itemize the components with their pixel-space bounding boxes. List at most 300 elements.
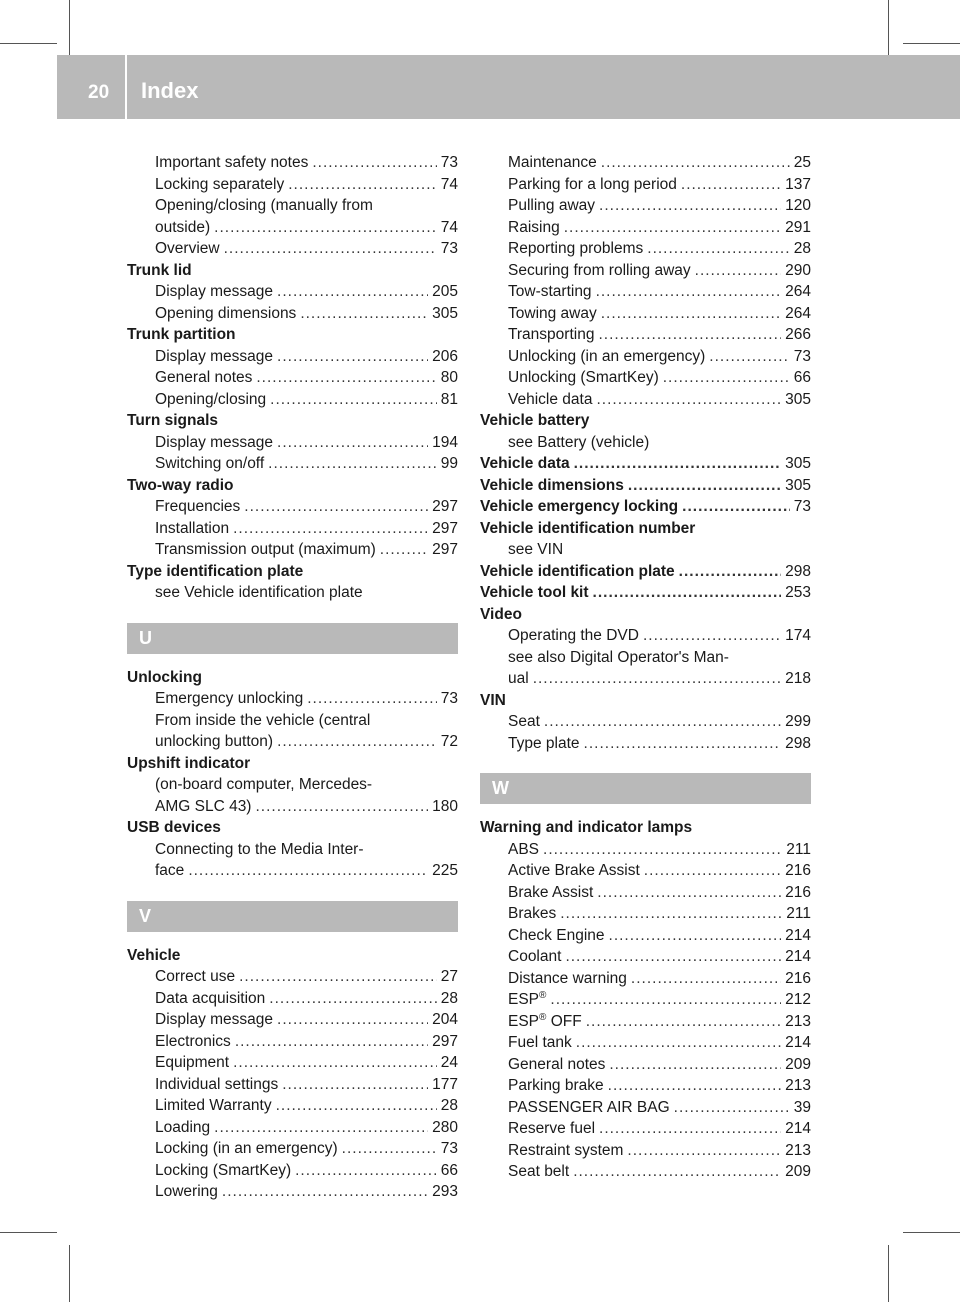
page-reference: 28: [440, 989, 458, 1007]
dot-leader: [695, 260, 781, 282]
entry-text: Transporting: [508, 326, 595, 343]
index-entry: see also Digital Operator's Man-: [508, 648, 729, 666]
crop-mark: [69, 1245, 70, 1302]
entry-text: ESP®: [508, 989, 547, 1008]
index-entry: [127, 367, 458, 389]
index-entry: [480, 303, 811, 325]
index-heading: USB devices: [127, 819, 221, 836]
registered-mark: ®: [539, 989, 547, 1001]
entry-text: Raising: [508, 218, 560, 236]
entry-text: Seat: [508, 713, 540, 730]
dot-leader: [599, 1118, 781, 1140]
dot-leader: [663, 367, 790, 389]
entry-text: AMG SLC 43): [155, 797, 252, 815]
index-entry: [127, 389, 458, 411]
page-reference: 81: [440, 390, 458, 408]
page-reference: 39: [793, 1098, 811, 1116]
index-entry: [480, 946, 811, 968]
page-reference: 305: [785, 390, 811, 408]
index-entry: [127, 217, 458, 239]
entry-text: Vehicle emergency locking: [480, 498, 679, 515]
index-entry: [127, 966, 458, 988]
page-reference: 218: [785, 670, 811, 687]
crop-mark: [0, 1232, 57, 1233]
page-reference: 213: [785, 1141, 811, 1159]
entry-text: ual: [508, 670, 529, 687]
index-heading: [480, 496, 811, 518]
page-reference: 209: [785, 1055, 811, 1073]
page-reference: 209: [785, 1163, 811, 1180]
entry-text: Electronics: [155, 1032, 231, 1050]
entry-text: General notes: [155, 369, 253, 386]
dot-leader: [597, 882, 781, 904]
dot-leader: [269, 988, 436, 1010]
crop-mark: [888, 1245, 889, 1302]
page-reference: 25: [793, 154, 811, 171]
index-entry: [127, 496, 458, 518]
page-reference: 266: [785, 326, 811, 343]
dot-leader: [679, 561, 781, 583]
page-reference: 211: [786, 840, 811, 858]
entry-text: Vehicle data: [480, 455, 570, 472]
page-reference: 293: [432, 1183, 458, 1200]
dot-leader: [596, 389, 781, 411]
entry-text: Locking (SmartKey): [155, 1161, 292, 1179]
entry-text: ESP® OFF: [508, 1011, 582, 1030]
index-heading: Vehicle battery: [480, 412, 590, 429]
page-reference: 194: [432, 433, 458, 451]
dot-leader: [270, 389, 437, 411]
entry-text: Coolant: [508, 948, 562, 965]
dot-leader: [307, 688, 437, 710]
index-entry: [127, 1138, 458, 1160]
entry-text: Unlocking (SmartKey): [508, 369, 659, 386]
page-reference: 212: [785, 991, 811, 1008]
entry-text: Installation: [155, 519, 230, 537]
entry-text: ABS: [508, 840, 540, 858]
page-reference: 72: [440, 733, 458, 750]
entry-text: Opening dimensions: [155, 304, 297, 322]
entry-text: Important safety notes: [155, 154, 309, 171]
entry-text: Restraint system: [508, 1141, 624, 1159]
index-entry: [480, 1054, 811, 1076]
entry-text: Securing from rolling away: [508, 261, 691, 279]
page-reference: 28: [440, 1097, 458, 1114]
page-reference: 216: [785, 883, 811, 901]
page-reference: 206: [432, 347, 458, 365]
dot-leader: [300, 303, 428, 325]
index-entry: [480, 1097, 811, 1119]
dot-leader: [682, 496, 790, 518]
page-reference: 28: [793, 240, 811, 257]
index-entry: [480, 346, 811, 368]
dot-leader: [601, 152, 790, 174]
index-entry: [480, 324, 811, 346]
dot-leader: [214, 1117, 428, 1139]
index-heading: Trunk partition: [127, 326, 236, 343]
entry-text: Switching on/off: [155, 455, 265, 472]
dot-leader: [277, 281, 428, 303]
entry-text: Tow-starting: [508, 283, 592, 300]
entry-text: Data acquisition: [155, 989, 266, 1007]
index-entry: [480, 989, 811, 1011]
entry-text: Emergency unlocking: [155, 690, 304, 707]
index-entry: see VIN: [508, 541, 564, 558]
index-entry: [127, 1181, 458, 1203]
entry-text: unlocking button): [155, 733, 274, 750]
index-heading: Video: [480, 605, 522, 623]
index-entry: [480, 968, 811, 990]
page-reference: 73: [440, 154, 458, 171]
entry-text: Pulling away: [508, 197, 596, 214]
dot-leader: [608, 1075, 781, 1097]
entry-text: Operating the DVD: [508, 627, 639, 644]
index-entry: [127, 346, 458, 368]
entry-text: Transmission output (maximum): [155, 541, 376, 558]
index-entry: [127, 860, 458, 882]
dot-leader: [596, 281, 782, 303]
index-entry: [480, 152, 811, 174]
entry-text: Parking brake: [508, 1077, 604, 1094]
index-entry: [480, 882, 811, 904]
index-heading: Turn signals: [127, 412, 219, 429]
page-reference: 305: [432, 304, 458, 322]
index-entry: [127, 1095, 458, 1117]
page-reference: 99: [440, 455, 458, 472]
entry-text: Brakes: [508, 905, 557, 922]
crop-mark: [888, 0, 889, 55]
dot-leader: [233, 1052, 437, 1074]
dot-leader: [628, 475, 781, 497]
index-entry: [480, 711, 811, 733]
page-reference: 297: [432, 541, 458, 558]
index-heading: [480, 475, 811, 497]
section-letter-header: W: [480, 773, 811, 804]
entry-text: Reporting problems: [508, 240, 644, 257]
dot-leader: [564, 217, 781, 239]
page-reference: 73: [793, 498, 811, 515]
entry-text: Lowering: [155, 1183, 218, 1200]
entry-text: Loading: [155, 1118, 211, 1136]
dot-leader: [288, 174, 437, 196]
index-entry: [127, 518, 458, 540]
dot-leader: [277, 346, 428, 368]
dot-leader: [601, 303, 781, 325]
dot-leader: [643, 625, 781, 647]
dot-leader: [565, 946, 781, 968]
index-entry: [480, 238, 811, 260]
page-reference: 73: [440, 1140, 458, 1157]
dot-leader: [709, 346, 789, 368]
index-entry: [480, 1075, 811, 1097]
index-entry: [480, 1161, 811, 1183]
dot-leader: [599, 195, 781, 217]
entry-text: Distance warning: [508, 969, 627, 987]
dot-leader: [224, 238, 437, 260]
index-heading: VIN: [480, 691, 506, 709]
registered-mark: ®: [539, 1011, 547, 1023]
page-reference: 120: [785, 197, 811, 214]
page-reference: 305: [785, 476, 811, 494]
section-letter-header: U: [127, 623, 458, 654]
entry-text: Vehicle identification plate: [480, 562, 675, 580]
entry-text: Active Brake Assist: [508, 862, 640, 879]
page-reference: 216: [785, 969, 811, 987]
entry-text: General notes: [508, 1055, 606, 1073]
dot-leader: [543, 839, 782, 861]
page-reference: 80: [440, 369, 458, 386]
dot-leader: [647, 238, 789, 260]
dot-leader: [235, 1031, 428, 1053]
page-reference: 66: [793, 369, 811, 386]
dot-leader: [239, 966, 437, 988]
dot-leader: [256, 367, 436, 389]
entry-text: Display message: [155, 433, 274, 451]
entry-text: Limited Warranty: [155, 1097, 272, 1114]
index-heading: Upshift indicator: [127, 754, 251, 772]
index-entry: [480, 195, 811, 217]
index-entry: Connecting to the Media Inter-: [155, 840, 364, 858]
dot-leader: [609, 925, 782, 947]
index-entry: Opening/closing (manually from: [155, 197, 373, 214]
page-reference: 305: [785, 455, 811, 472]
index-heading: [480, 561, 811, 583]
index-heading: Type identification plate: [127, 562, 304, 580]
index-entry: [127, 238, 458, 260]
dot-leader: [244, 496, 428, 518]
index-entry: [127, 1117, 458, 1139]
index-entry: [480, 733, 811, 755]
entry-text: PASSENGER AIR BAG: [508, 1098, 670, 1116]
crop-mark: [903, 43, 960, 44]
index-entry: [127, 731, 458, 753]
page-reference: 213: [785, 1012, 811, 1030]
page-reference: 216: [785, 862, 811, 879]
index-entry: [127, 281, 458, 303]
entry-text: Correct use: [155, 968, 236, 985]
entry-text: Seat belt: [508, 1163, 570, 1180]
dot-leader: [544, 711, 781, 733]
index-entry: [480, 260, 811, 282]
index-entry: [127, 1009, 458, 1031]
index-entry: [480, 903, 811, 925]
dot-leader: [631, 968, 781, 990]
dot-leader: [255, 796, 428, 818]
page-reference: 298: [785, 562, 811, 580]
dot-leader: [574, 453, 782, 475]
index-entry: [480, 367, 811, 389]
entry-text: Vehicle tool kit: [480, 584, 589, 601]
entry-text: Display message: [155, 283, 274, 300]
entry-text: outside): [155, 218, 211, 236]
index-entry: [480, 389, 811, 411]
page-reference: 205: [432, 283, 458, 300]
dot-leader: [233, 518, 428, 540]
dot-leader: [295, 1160, 437, 1182]
index-heading: Trunk lid: [127, 261, 192, 279]
index-entry: [480, 174, 811, 196]
entry-text: Reserve fuel: [508, 1120, 596, 1137]
page-reference: 298: [785, 734, 811, 752]
page-reference: 290: [785, 261, 811, 279]
page-reference: 297: [432, 498, 458, 515]
entry-text: Type plate: [508, 734, 580, 752]
index-entry: see Vehicle identification plate: [155, 584, 363, 601]
index-heading: Warning and indicator lamps: [480, 819, 693, 836]
page-reference: 204: [432, 1011, 458, 1028]
index-entry: [127, 688, 458, 710]
entry-text: face: [155, 862, 185, 879]
entry-text: Vehicle dimensions: [480, 476, 624, 494]
crop-mark: [69, 0, 70, 55]
dot-leader: [277, 1009, 428, 1031]
index-column-right: [480, 152, 811, 1183]
index-entry: [480, 1118, 811, 1140]
page-reference: 24: [440, 1054, 458, 1071]
page-reference: 297: [432, 519, 458, 537]
index-heading: Vehicle: [127, 946, 181, 964]
index-entry: [480, 925, 811, 947]
index-entry: [127, 152, 458, 174]
index-heading: Vehicle identification number: [480, 519, 696, 537]
entry-text: Maintenance: [508, 154, 597, 171]
page-reference: 213: [785, 1077, 811, 1094]
index-entry: [127, 1160, 458, 1182]
section-letter-header: V: [127, 901, 458, 932]
index-entry: [127, 988, 458, 1010]
page-reference: 264: [785, 304, 811, 322]
index-heading: Two-way radio: [127, 476, 234, 494]
page-reference: 291: [785, 218, 811, 236]
page-reference: 73: [793, 347, 811, 365]
entry-text: Opening/closing: [155, 390, 267, 408]
page-reference: 297: [432, 1032, 458, 1050]
dot-leader: [342, 1138, 437, 1160]
page-reference: 74: [440, 218, 458, 236]
index-entry: [480, 217, 811, 239]
page-reference: 264: [785, 283, 811, 300]
entry-text: Display message: [155, 347, 274, 365]
dot-leader: [222, 1181, 428, 1203]
page-reference: 74: [440, 175, 458, 193]
index-entry: [127, 1031, 458, 1053]
page-reference: 214: [785, 926, 811, 944]
dot-leader: [188, 860, 428, 882]
dot-leader: [609, 1054, 781, 1076]
entry-text: Overview: [155, 240, 220, 257]
index-entry: [480, 839, 811, 861]
page-reference: 214: [785, 1120, 811, 1137]
page-reference: 177: [432, 1075, 458, 1093]
dot-leader: [576, 1032, 781, 1054]
index-column-left: [127, 152, 458, 1203]
dot-leader: [627, 1140, 781, 1162]
entry-text: Towing away: [508, 304, 597, 322]
page-reference: 27: [440, 968, 458, 985]
dot-leader: [586, 1011, 781, 1033]
index-entry: [127, 539, 458, 561]
dot-leader: [644, 860, 781, 882]
dot-leader: [584, 733, 782, 755]
crop-mark: [903, 1232, 960, 1233]
entry-text: Frequencies: [155, 498, 241, 515]
page-reference: 174: [785, 627, 811, 644]
page-reference: 66: [440, 1161, 458, 1179]
page-reference: 73: [440, 690, 458, 707]
entry-text: Check Engine: [508, 926, 605, 944]
page-number: 20: [88, 82, 110, 103]
page-reference: 280: [432, 1118, 458, 1136]
header-divider: [125, 55, 127, 119]
index-entry: [127, 453, 458, 475]
entry-text: Vehicle data: [508, 390, 593, 408]
index-entry: [480, 860, 811, 882]
dot-leader: [533, 668, 781, 690]
index-heading: Unlocking: [127, 668, 202, 686]
page-reference: 214: [785, 1034, 811, 1051]
page-reference: 214: [785, 948, 811, 965]
dot-leader: [312, 152, 436, 174]
index-entry: [127, 1052, 458, 1074]
dot-leader: [598, 324, 781, 346]
dot-leader: [268, 453, 437, 475]
entry-text: Display message: [155, 1011, 274, 1028]
index-entry: [480, 625, 811, 647]
entry-text: Locking separately: [155, 175, 285, 193]
dot-leader: [593, 582, 782, 604]
dot-leader: [681, 174, 781, 196]
index-heading: [480, 453, 811, 475]
entry-text: Unlocking (in an emergency): [508, 347, 706, 365]
entry-text: Fuel tank: [508, 1034, 572, 1051]
page-reference: 73: [440, 240, 458, 257]
page-reference: 299: [785, 713, 811, 730]
page-reference: 211: [786, 905, 811, 922]
dot-leader: [282, 1074, 428, 1096]
page-reference: 137: [785, 175, 811, 193]
dot-leader: [560, 903, 782, 925]
entry-text: Equipment: [155, 1054, 230, 1071]
entry-text: Parking for a long period: [508, 175, 677, 193]
index-entry: From inside the vehicle (central: [155, 711, 371, 729]
dot-leader: [674, 1097, 790, 1119]
index-entry: [127, 796, 458, 818]
page-reference: 253: [785, 584, 811, 601]
index-entry: (on-board computer, Mercedes-: [155, 776, 373, 793]
page-title: Index: [141, 78, 199, 103]
dot-leader: [277, 432, 428, 454]
index-entry: [127, 174, 458, 196]
index-heading: [480, 582, 811, 604]
crop-mark: [0, 43, 57, 44]
index-entry: [480, 281, 811, 303]
dot-leader: [380, 539, 428, 561]
index-entry: [127, 1074, 458, 1096]
index-entry: [127, 432, 458, 454]
entry-text: Individual settings: [155, 1075, 279, 1093]
page-reference: 180: [432, 797, 458, 815]
index-entry: [480, 1032, 811, 1054]
dot-leader: [214, 217, 437, 239]
index-entry: [480, 668, 811, 690]
page-reference: 225: [432, 862, 458, 879]
entry-text: Brake Assist: [508, 883, 594, 901]
entry-text: Locking (in an emergency): [155, 1140, 338, 1157]
dot-leader: [550, 989, 781, 1011]
index-entry: see Battery (vehicle): [508, 433, 650, 451]
index-entry: [480, 1140, 811, 1162]
index-entry: [127, 303, 458, 325]
